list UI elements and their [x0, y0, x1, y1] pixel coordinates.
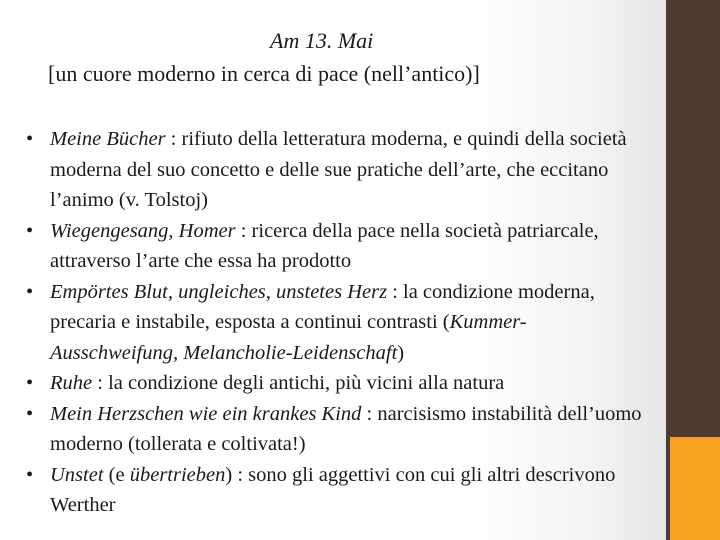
- bullet-text: : rifiuto della letteratura moderna, e quindi della società moderna del suo concetto e delle sue pratiche dell’arte, che eccitano l’animo (v. Tolstoj): [50, 128, 627, 211]
- bullet-term: Ruhe: [50, 372, 93, 394]
- bullet-text: : la condizione moderna, precaria e instabile, esposta a continui contrasti (: [50, 280, 595, 333]
- bullet-marker: •: [26, 219, 34, 242]
- bullet-item-wiegengesang: [26, 216, 651, 277]
- bullet-item-mein-herzschen: [26, 399, 651, 460]
- bullet-item-ruhe: [26, 368, 651, 399]
- bullet-marker: •: [26, 372, 34, 394]
- bullet-item-empoertes-blut: [26, 277, 651, 369]
- bullet-text: : narcisismo instabilità dell’uomo moderno (tollerata e coltivata!): [50, 402, 642, 455]
- slide-title: [0, 24, 666, 90]
- bullet-text-end: ): [397, 341, 405, 364]
- bullet-term: Meine Bücher: [50, 128, 166, 150]
- title-subtitle: [un cuore moderno in cerca di pace (nell’antico)]: [48, 61, 480, 86]
- bullet-list: [26, 124, 651, 521]
- bullet-text: : la condizione degli antichi, più vicini alla natura: [92, 372, 505, 394]
- bullet-term-secondary: Kummer-Ausschweifung, Melancholie-Leidenschaft: [50, 311, 527, 364]
- bullet-text-end: ) : sono gli aggettivi con cui gli altri descrivono Werther: [50, 463, 616, 516]
- bullet-term: Wiegengesang, Homer: [50, 219, 236, 242]
- bullet-text: (e: [103, 463, 130, 486]
- bullet-text: : ricerca della pace nella società patriarcale, attraverso l’arte che essa ha prodotto: [50, 219, 599, 272]
- bullet-marker: •: [26, 463, 34, 486]
- bullet-item-meine-buecher: [26, 124, 651, 216]
- decorative-accent-block: [670, 437, 720, 540]
- bullet-marker: •: [26, 402, 34, 425]
- bullet-term: Empörtes Blut, ungleiches, unstetes Herz: [50, 280, 388, 303]
- bullet-marker: •: [26, 128, 34, 150]
- bullet-item-unstet: [26, 460, 651, 521]
- bullet-term: Unstet: [50, 463, 104, 486]
- bullet-marker: •: [26, 280, 34, 303]
- bullet-term: Mein Herzschen wie ein krankes Kind: [50, 402, 362, 425]
- bullet-term-secondary: übertrieben: [129, 463, 226, 486]
- title-date: Am 13. Mai: [270, 28, 374, 53]
